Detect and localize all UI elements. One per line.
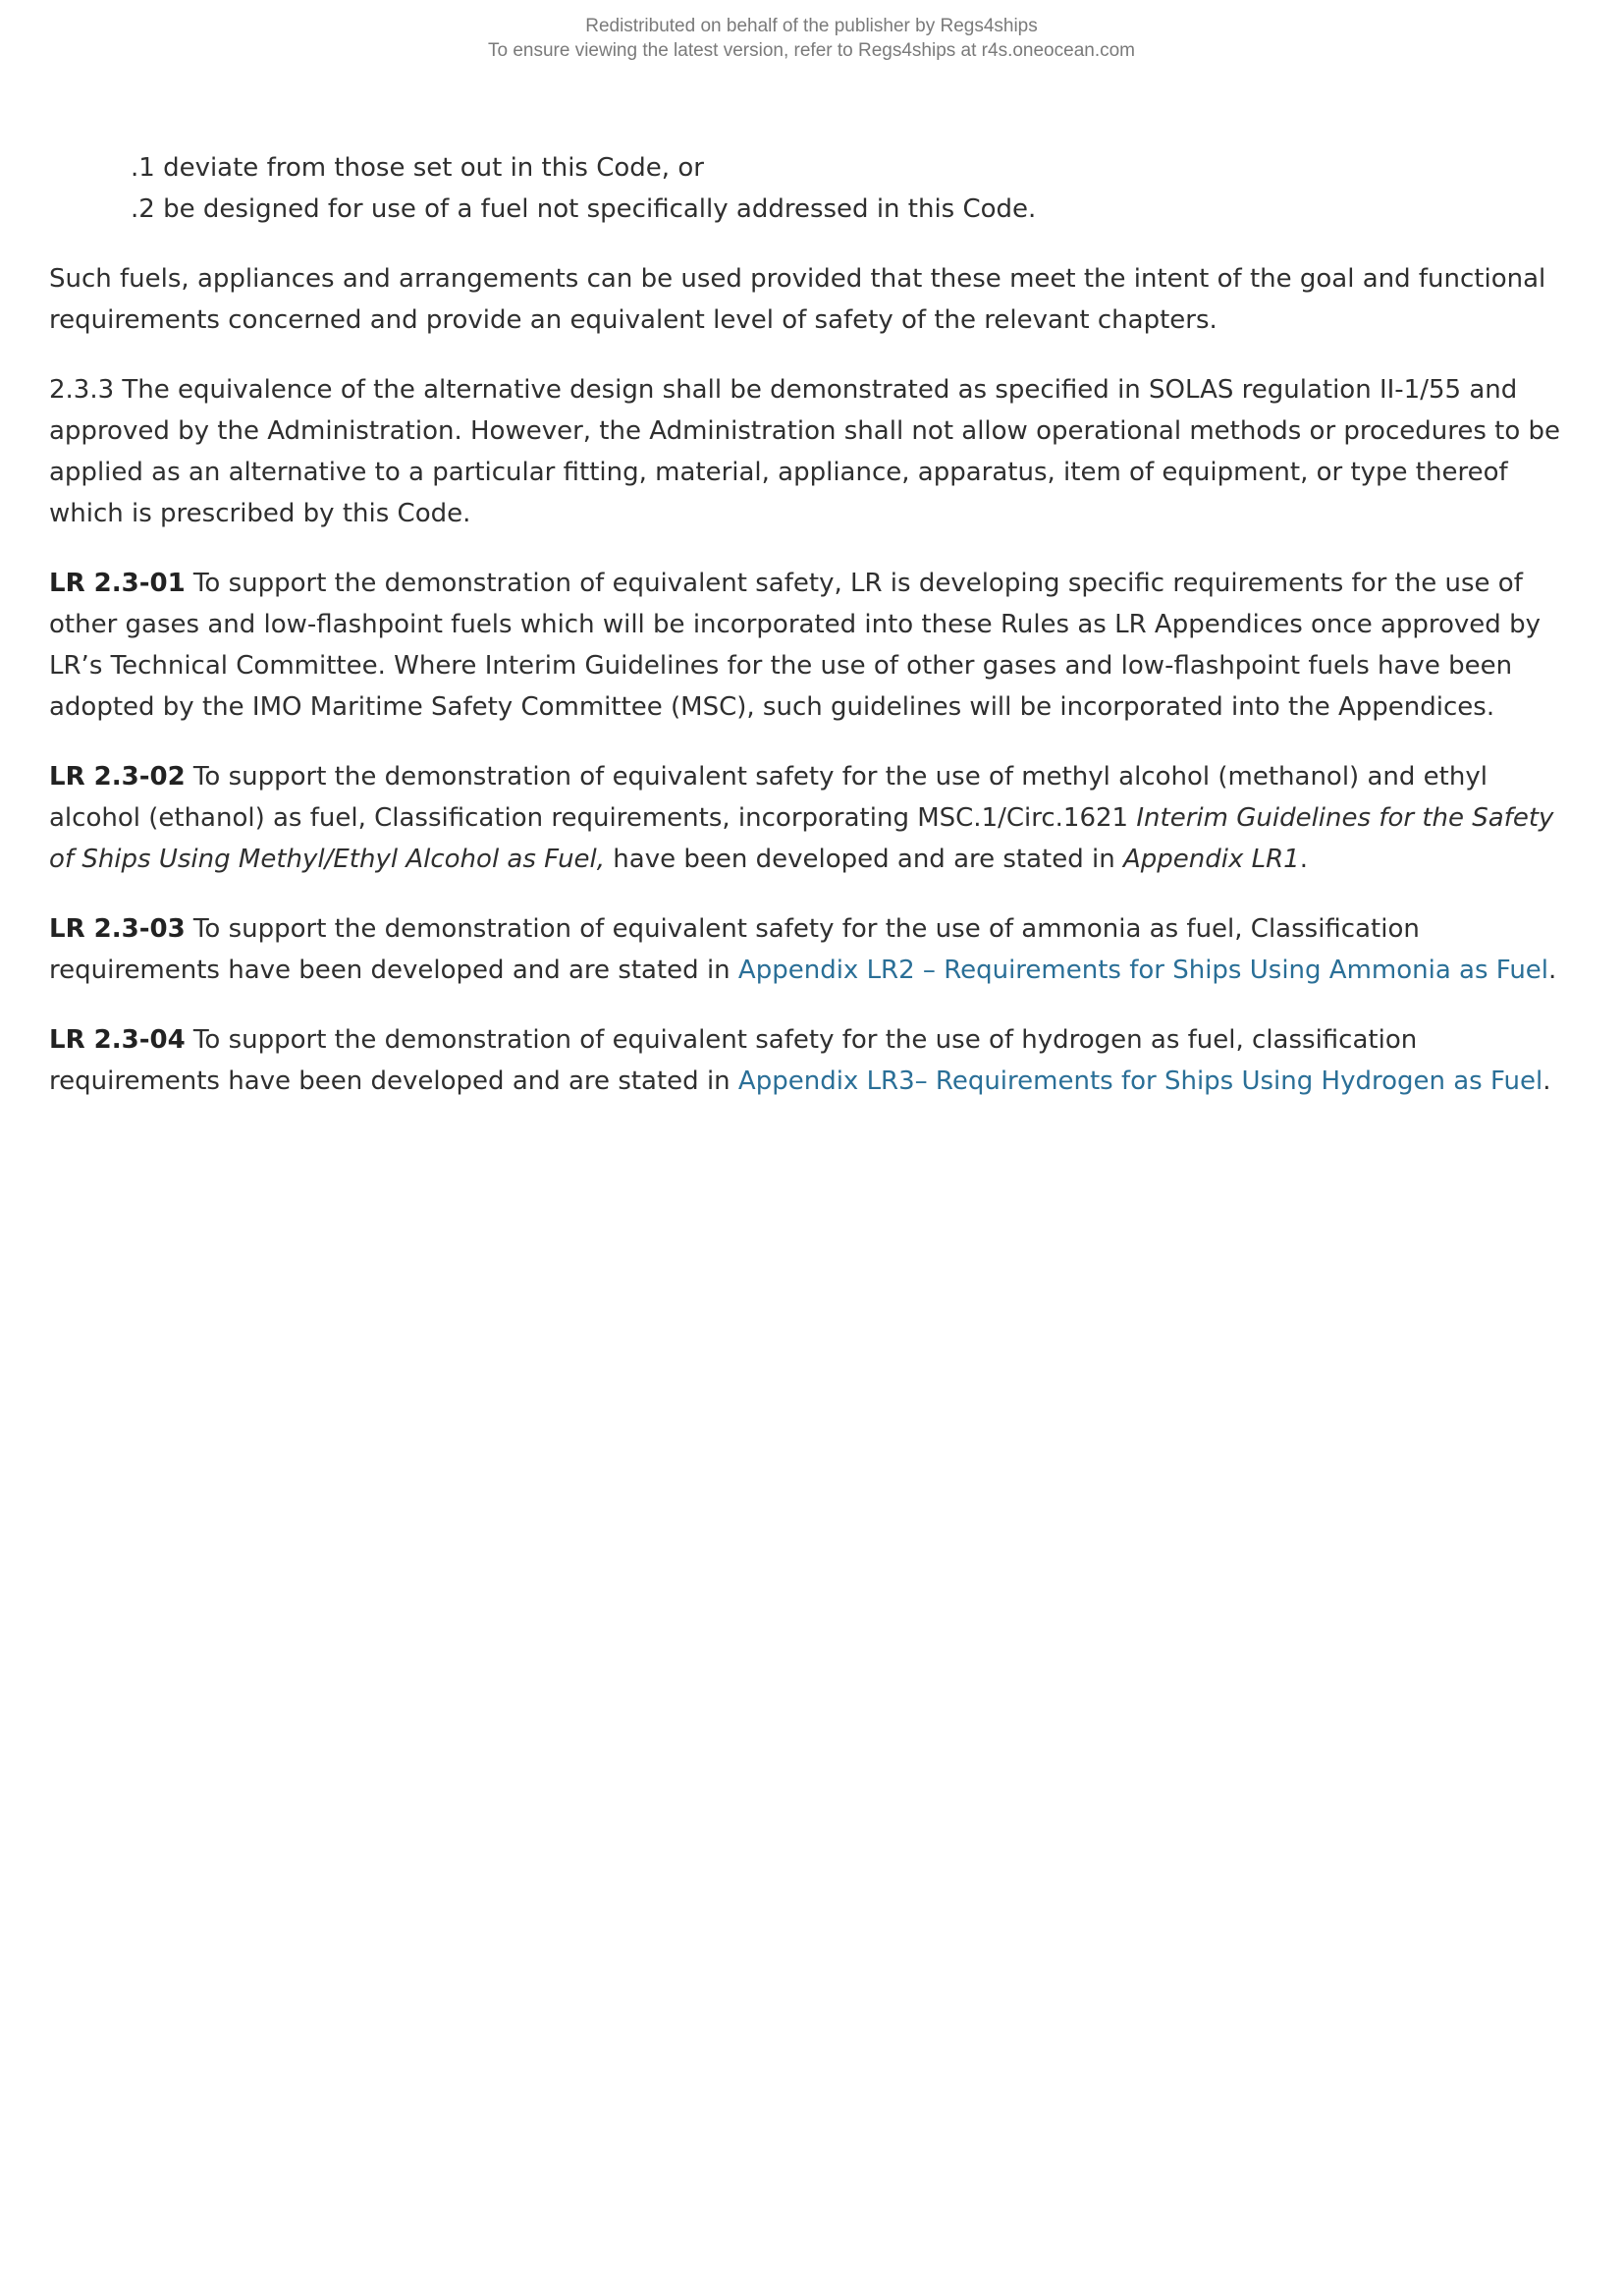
document-body [49,147,1581,1130]
paragraph-such-fuels: Such fuels, appliances and arrangements can be used provided that these meet the intent of the goal and functional requirements concerned and provide an equivalent level of safety of the relevant chapters. [49,264,1546,335]
clause-ref: LR 2.3-03 [49,914,186,944]
list-item: .2 be designed for use of a fuel not specifically addressed in this Code. [131,194,1037,224]
list-item: .1 deviate from those set out in this Code, or [131,153,704,183]
clause-text: To support the demonstration of equivalent safety for the use of methyl alcohol (methanol) and ethyl alcohol (ethanol) as fuel, Classification requirements, incorporating MSC.1/Circ.1621 [49,762,1488,833]
clause-text: To support the demonstration of equivalent safety for the use of ammonia as fuel, Classification requirements have been developed and are stated in [49,914,1420,985]
appendix-reference: Appendix LR1 [1122,845,1300,874]
clause-ref: LR 2.3-01 [49,569,186,598]
clause-text: have been developed and are stated in [605,845,1123,874]
clause-text: . [1542,1066,1551,1096]
appendix-lr2-link[interactable]: Appendix LR2 – Requirements for Ships Using Ammonia as Fuel [737,956,1549,985]
paragraph-lr-2-3-01 [49,563,1581,728]
header-version-line: To ensure viewing the latest version, refer to Regs4ships at r4s.oneocean.com [487,40,1136,61]
clause-text: . [1299,845,1308,874]
clause-text: To support the demonstration of equivalent safety for the use of hydrogen as fuel, classification requirements have been developed and are stated in [49,1025,1418,1096]
clause-ref: LR 2.3-04 [49,1025,186,1055]
paragraph-lr-2-3-02 [49,756,1581,880]
paragraph-lr-2-3-03 [49,908,1581,991]
paragraph-2-3-3: 2.3.3 The equivalence of the alternative design shall be demonstrated as specified in SOLAS regulation II-1/55 and approved by the Administration. However, the Administration shall not allow operational methods or procedures to be applied as an alternative to a particular fitting, material, appliance, apparatus, item of equipment, or type thereof which is prescribed by this Code. [49,375,1561,528]
appendix-lr3-link[interactable]: Appendix LR3– Requirements for Ships Using Hydrogen as Fuel [737,1066,1543,1096]
clause-ref: LR 2.3-02 [49,762,186,792]
clause-text: . [1548,956,1557,985]
alternative-design-list [49,147,1581,230]
guideline-title: Interim Guidelines for the Safety of Ships Using Methyl/Ethyl Alcohol as Fuel, [49,803,1554,874]
paragraph-lr-2-3-04 [49,1019,1581,1102]
page-header [0,14,1623,63]
clause-text: To support the demonstration of equivalent safety, LR is developing specific requirements for the use of other gases and low-flashpoint fuels which will be incorporated into these Rules as LR Appendices once approved by LR’s Technical Committee. Where Interim Guidelines for the use of other gases and low-flashpoint fuels have been adopted by the IMO Maritime Safety Committee (MSC), such guidelines will be incorporated into the Appendices. [49,569,1541,722]
header-redistribution-line: Redistributed on behalf of the publisher by Regs4ships [585,16,1038,36]
